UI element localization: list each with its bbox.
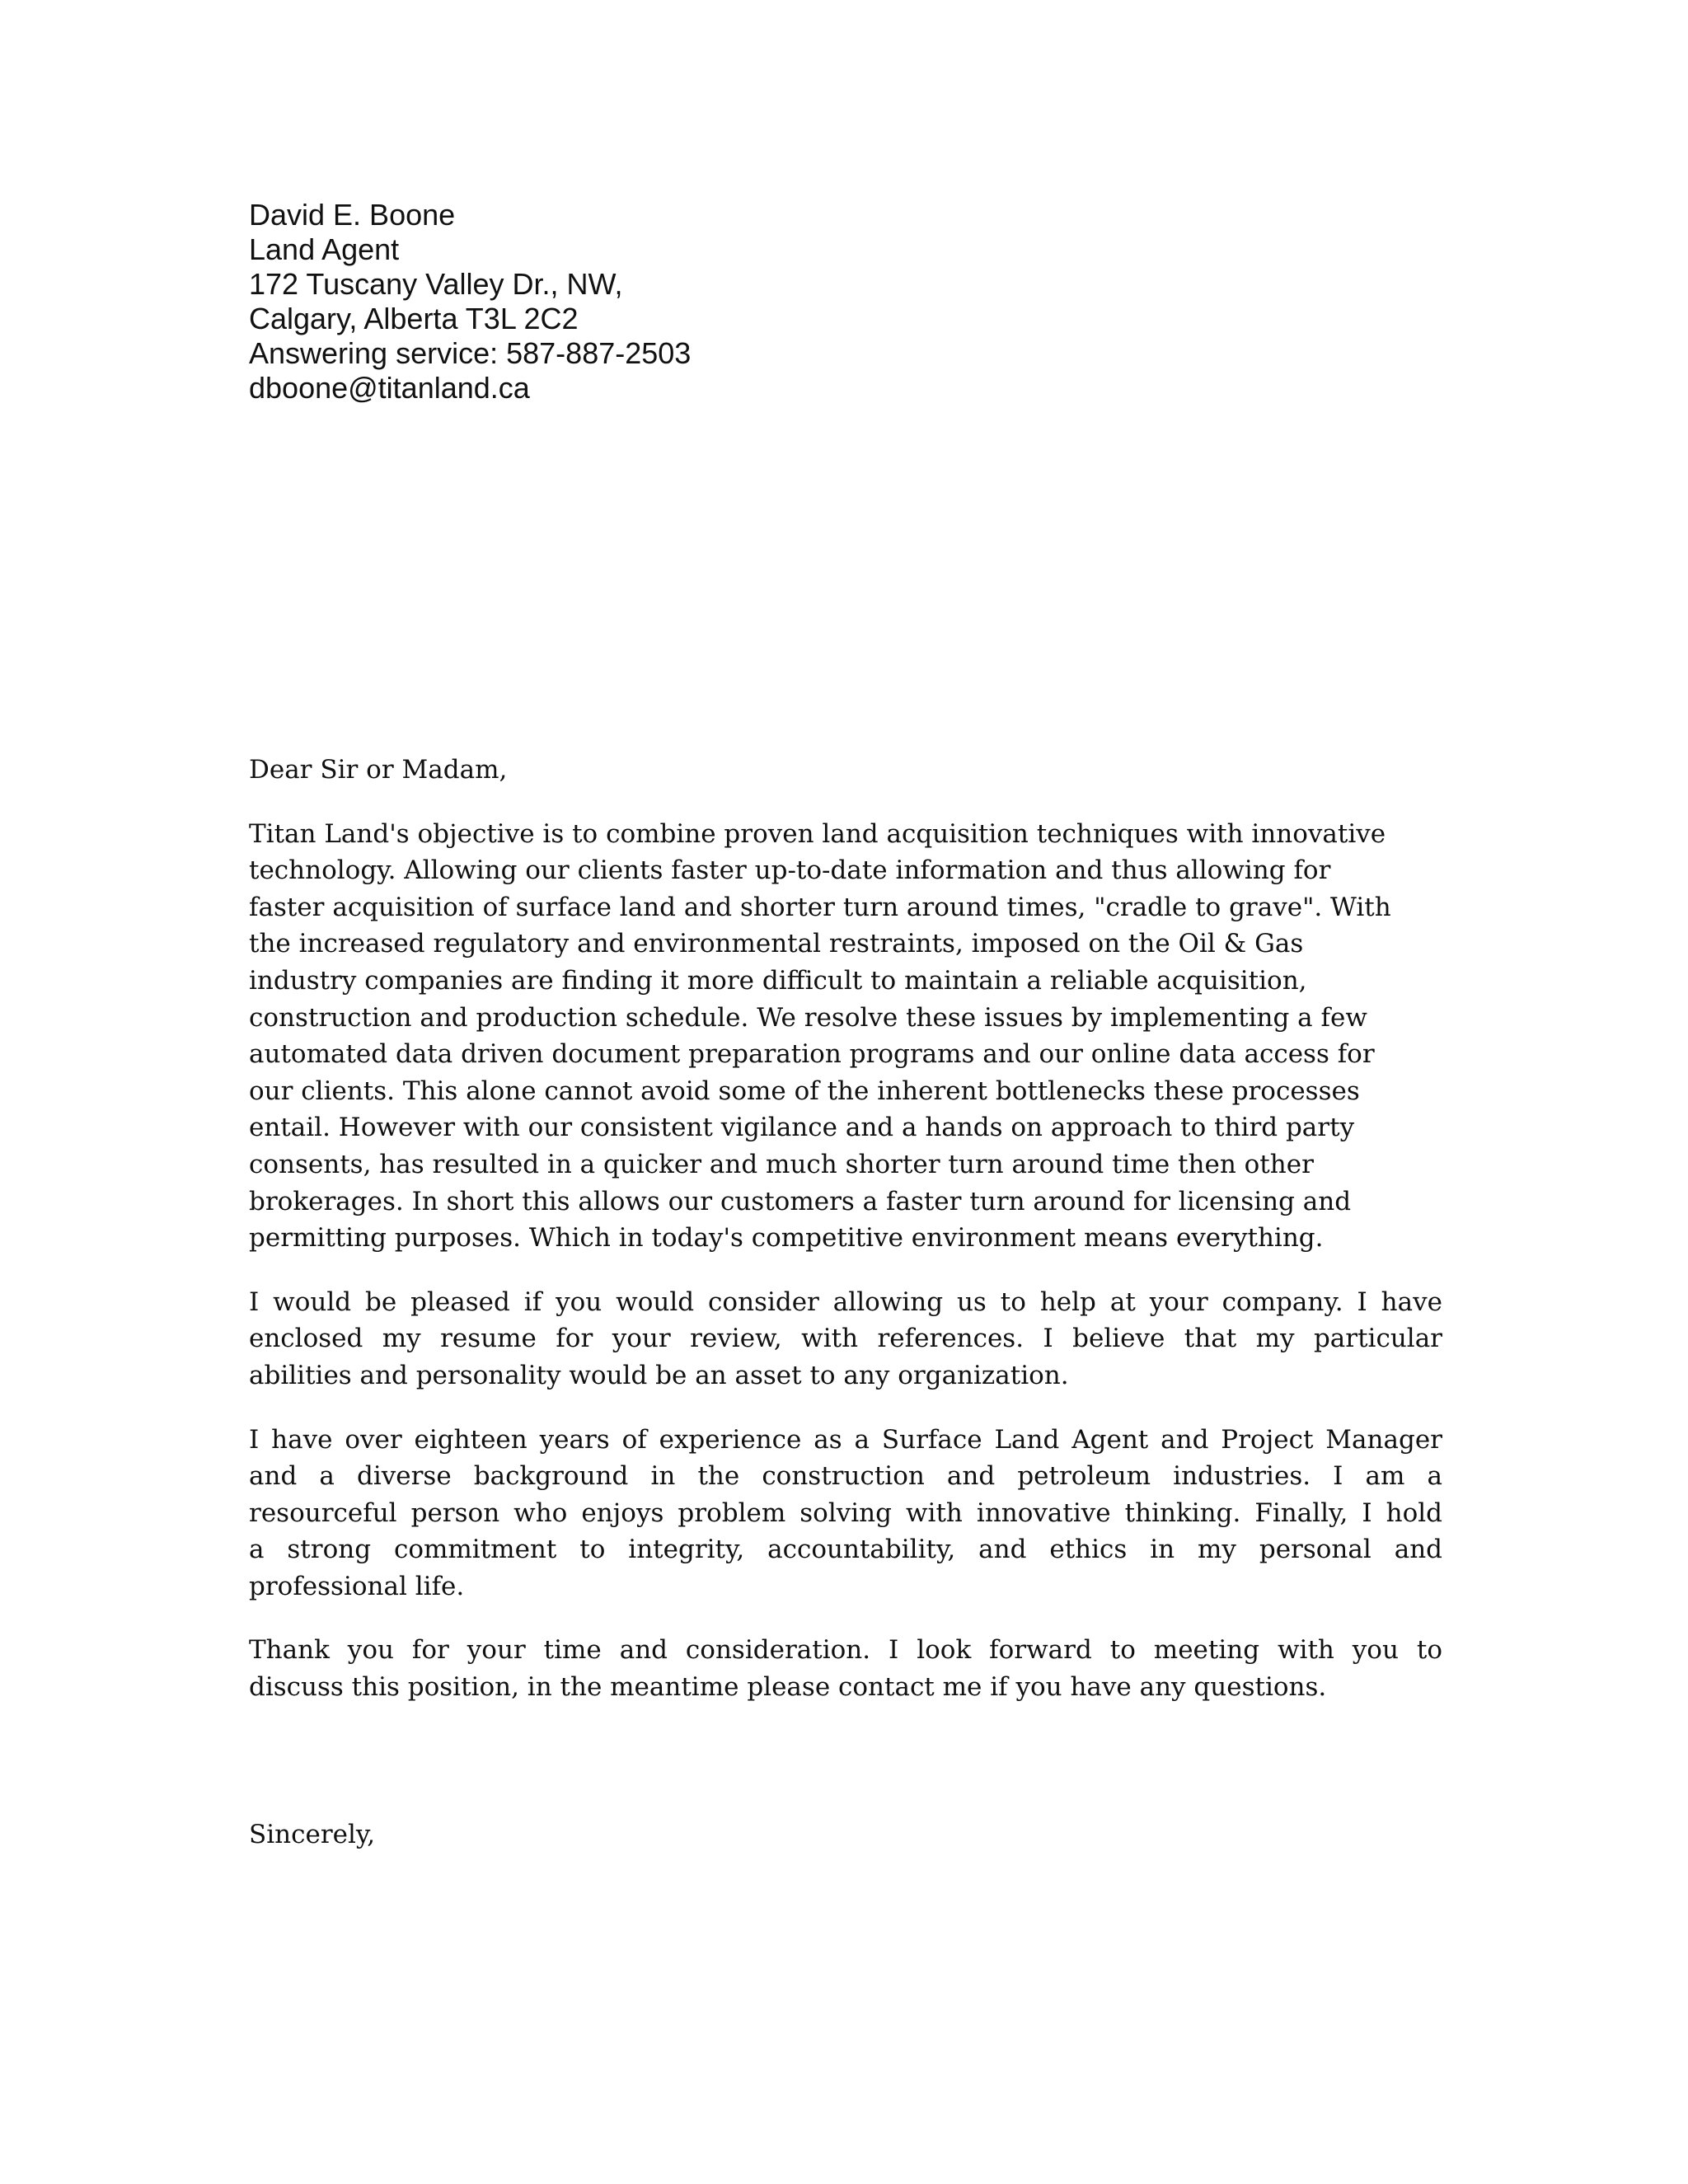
paragraph-line: our clients. This alone cannot avoid some of the inherent bottlenecks these processes [249,1076,1360,1106]
paragraph-objective [249,816,1442,1257]
paragraph-line: industry companies are finding it more difficult to maintain a reliable acquisition, [249,965,1307,996]
paragraph-line: brokerages. In short this allows our customers a faster turn around for licensing and [249,1186,1352,1216]
paragraph-line: abilities and personality would be an asset to any organization. [249,1360,1069,1390]
sender-address-line2: Calgary, Alberta T3L 2C2 [249,302,579,335]
paragraph-line: I have over eighteen years of experience as a Surface Land Agent and Project Manager [249,1424,1442,1455]
paragraph-line: consents, has resulted in a quicker and much shorter turn around time then other [249,1149,1314,1179]
salutation: Dear Sir or Madam, [249,755,508,785]
paragraph-line: and a diverse background in the construction and petroleum industries. I am a [249,1461,1442,1492]
paragraph-line: technology. Allowing our clients faster up-to-date information and thus allowing for [249,855,1331,886]
paragraph-line: Titan Land's objective is to combine proven land acquisition techniques with innovative [249,818,1386,849]
paragraph-line: faster acquisition of surface land and shorter turn around times, "cradle to grave". With [249,892,1391,922]
letter-body [249,752,1442,1706]
paragraph-line: entail. However with our consistent vigilance and a hands on approach to third party [249,1113,1355,1143]
sender-phone: Answering service: 587-887-2503 [249,336,692,370]
paragraph-line: construction and production schedule. We resolve these issues by implementing a few [249,1002,1367,1033]
sender-block [249,198,1238,405]
paragraph-consideration [249,1284,1442,1394]
sender-address-line1: 172 Tuscany Valley Dr., NW, [249,267,623,301]
paragraph-line: Thank you for your time and consideration. I look forward to meeting with you to [249,1635,1442,1666]
paragraph-line: the increased regulatory and environmental restraints, imposed on the Oil & Gas [249,929,1304,959]
sender-title: Land Agent [249,232,400,266]
sender-name: David E. Boone [249,198,456,232]
closing: Sincerely, [249,1820,376,1849]
paragraph-line: a strong commitment to integrity, accountability, and ethics in my personal and [249,1535,1442,1565]
paragraph-line: resourceful person who enjoys problem solving with innovative thinking. Finally, I hold [249,1497,1442,1528]
paragraph-line: professional life. [249,1571,465,1601]
paragraph-experience [249,1422,1442,1605]
sender-email: dboone@titanland.ca [249,371,530,405]
paragraph-line: I would be pleased if you would consider allowing us to help at your company. I have [249,1286,1442,1317]
paragraph-line: discuss this position, in the meantime please contact me if you have any questions. [249,1672,1327,1703]
paragraph-line: automated data driven document preparation programs and our online data access for [249,1039,1375,1070]
paragraph-thanks [249,1632,1442,1705]
paragraph-line: permitting purposes. Which in today's competitive environment means everything. [249,1223,1324,1254]
paragraph-line: enclosed my resume for your review, with references. I believe that my particular [249,1324,1442,1354]
